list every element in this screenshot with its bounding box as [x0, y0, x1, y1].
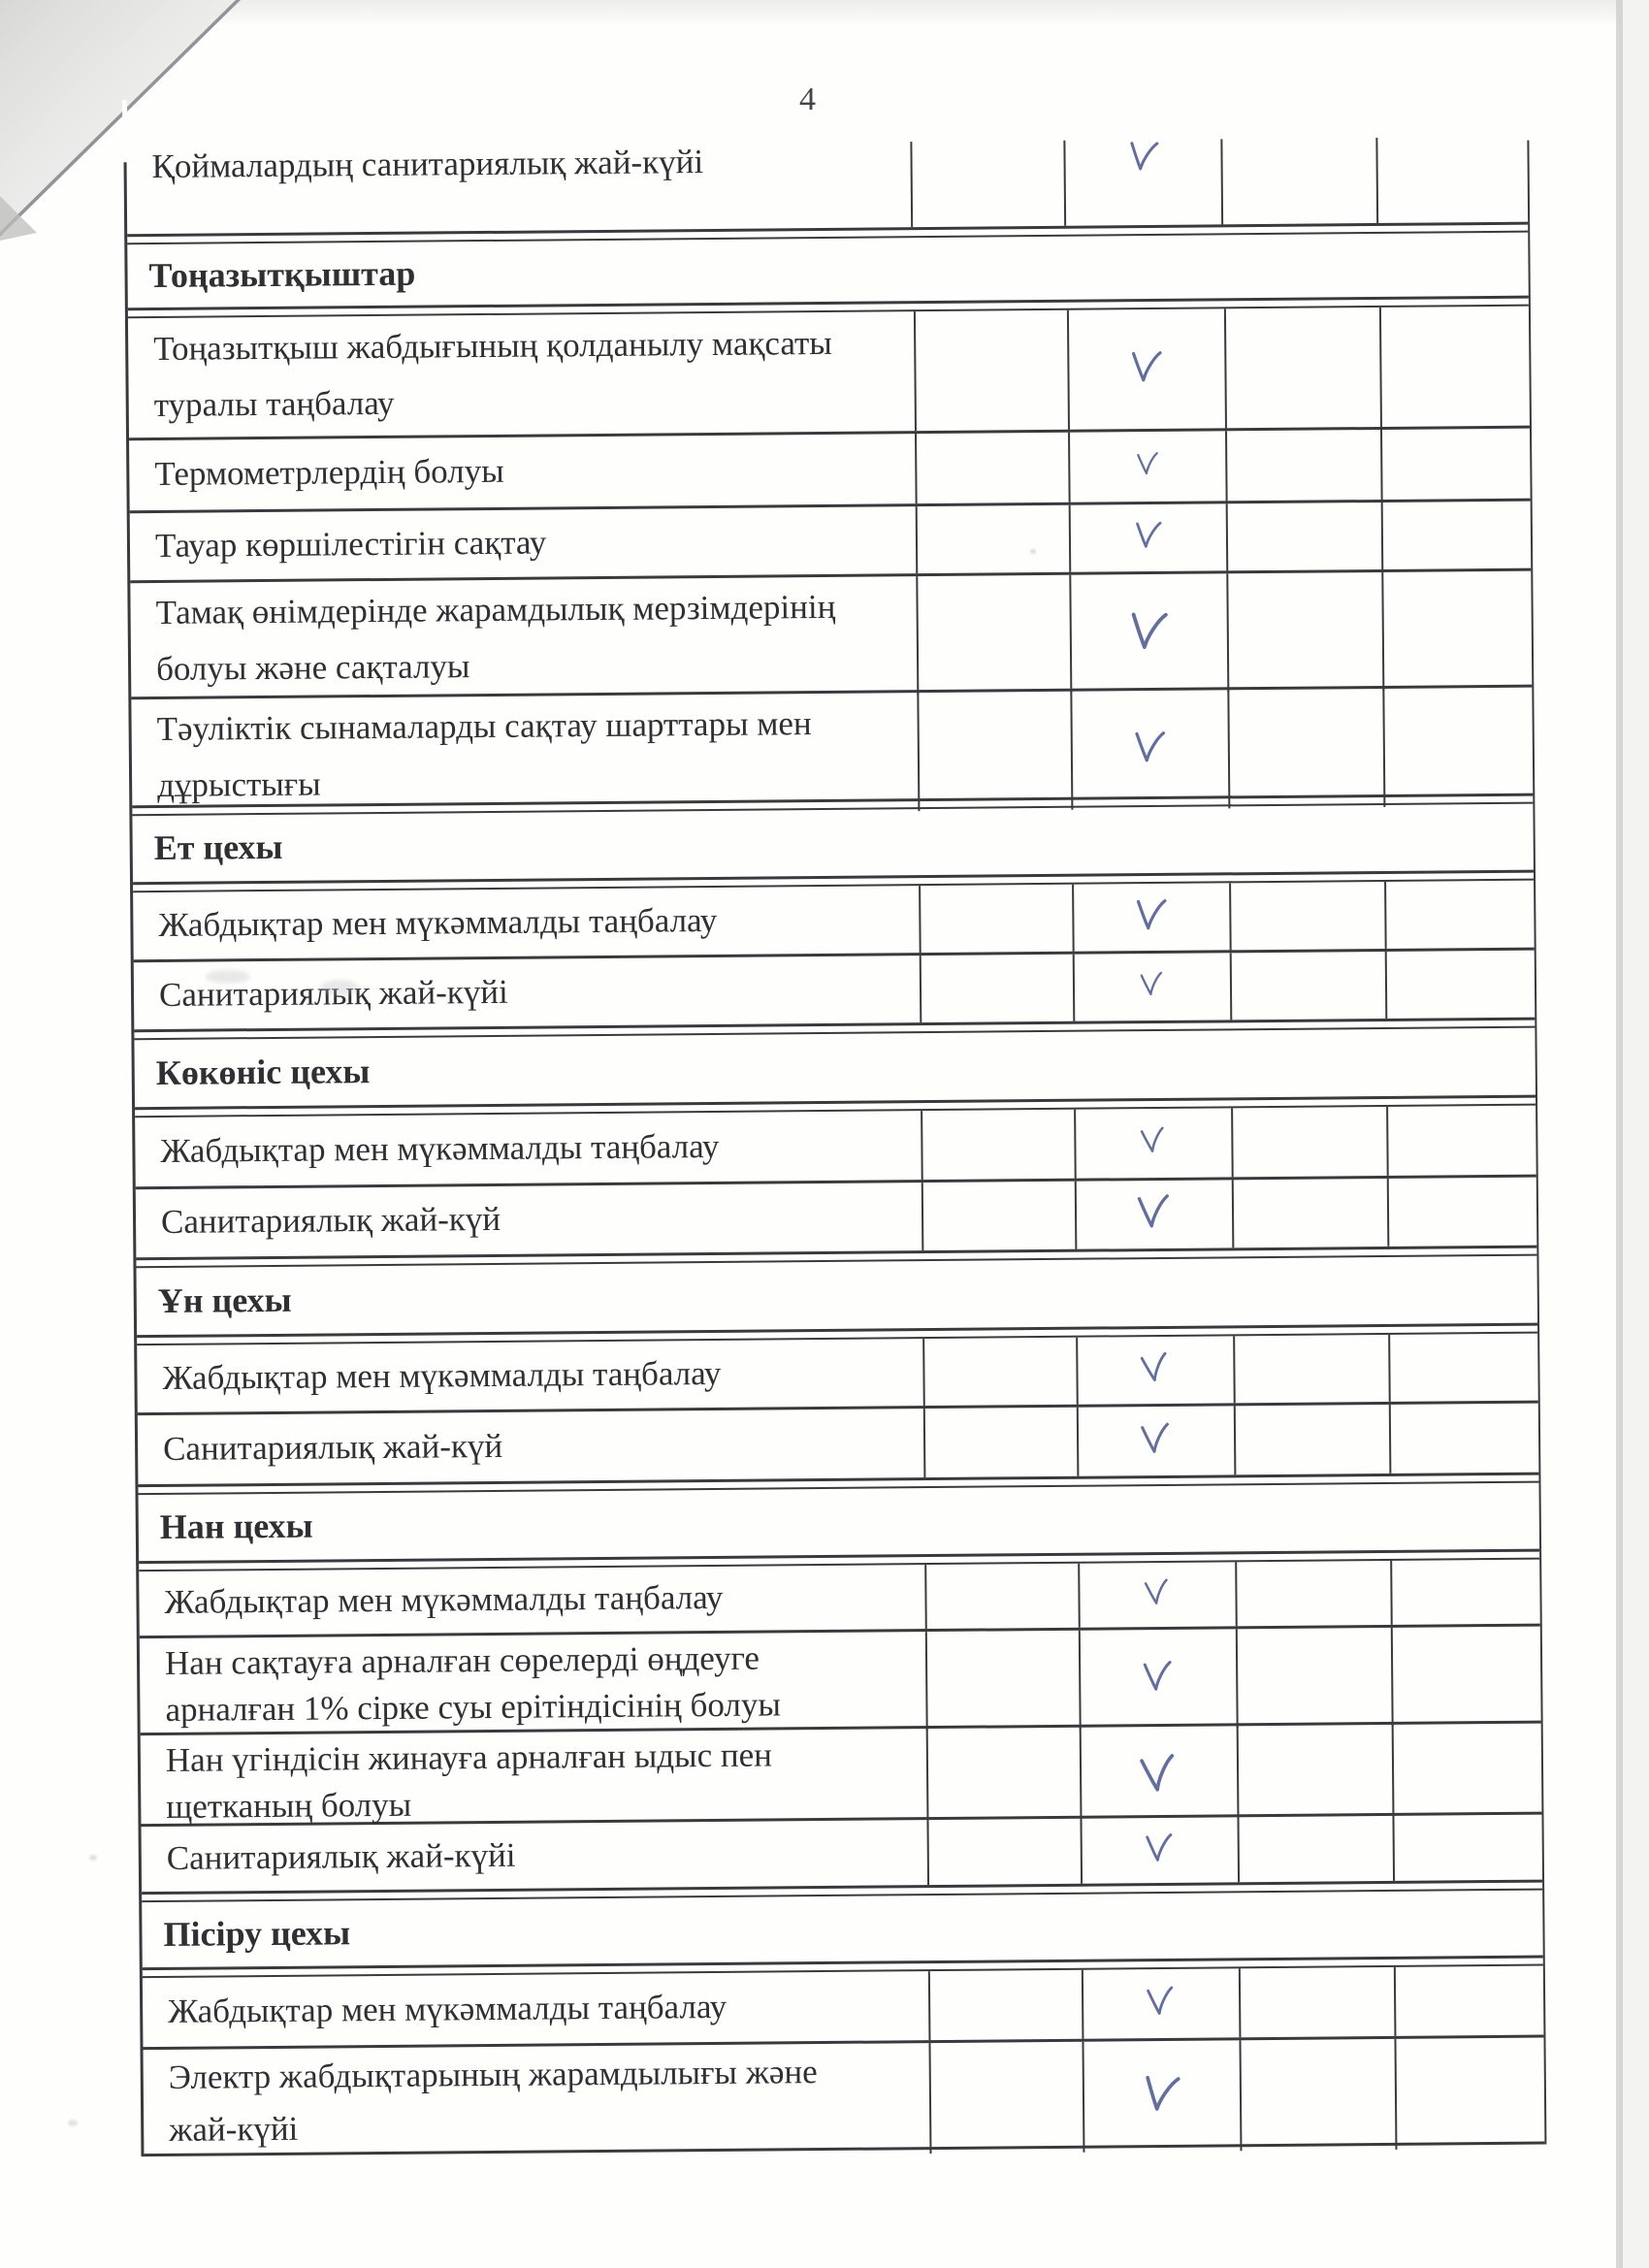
page-number: 4	[799, 81, 816, 117]
check-cell	[1080, 1817, 1238, 1883]
row-label	[137, 1339, 923, 1412]
section-row	[142, 1889, 1543, 1971]
empty-cell	[922, 1182, 1076, 1250]
row-label	[142, 1820, 928, 1892]
empty-cell	[1224, 308, 1380, 428]
handwritten-check-icon	[1144, 1985, 1180, 2018]
empty-cell	[1377, 90, 1528, 223]
table-row	[144, 2038, 1545, 2157]
scan-gap-left-border	[122, 100, 128, 162]
row-label	[139, 1502, 356, 1552]
row-label-text: Нан сақтауға арналған сөрелерді өңдеуге арналған 1% сірке суы ерітіндісінің болуы	[164, 1638, 782, 1729]
handwritten-check-icon	[1126, 141, 1162, 173]
row-label-text: Санитариялық жай-күй	[160, 1199, 501, 1241]
empty-cell	[1227, 689, 1383, 808]
row-label-text: Тауар көршілестігін сақтау	[154, 522, 547, 565]
handwritten-check-icon	[1140, 1660, 1177, 1694]
row-label	[130, 506, 917, 580]
handwritten-check-icon	[1137, 1350, 1175, 1385]
check-cell	[1065, 92, 1223, 225]
partial-column-divider	[1220, 139, 1223, 224]
row-label-text: Тоңазытқыш жабдығының қолданылу мақсаты туралы таңбалау	[153, 323, 832, 424]
handwritten-check-icon	[1126, 610, 1172, 651]
row-label-text: Жабдықтар мен мүкәммалды таңбалау	[158, 900, 718, 944]
empty-cell	[1226, 572, 1382, 692]
check-cell	[1069, 503, 1227, 571]
empty-cell	[922, 1338, 1077, 1406]
handwritten-check-icon	[1143, 1831, 1178, 1863]
row-label-text: Пісіру цехы	[163, 1912, 351, 1954]
empty-cell	[912, 94, 1066, 227]
empty-cell	[1392, 1724, 1542, 1824]
empty-cell	[1391, 1627, 1541, 1727]
table-row	[130, 502, 1532, 584]
handwritten-check-icon	[1138, 1125, 1171, 1155]
row-label-text: Ұн цехы	[157, 1280, 292, 1320]
check-cell	[1070, 690, 1228, 809]
handwritten-check-icon	[1138, 971, 1168, 998]
empty-cell	[1386, 1106, 1536, 1176]
empty-cell	[1234, 1405, 1390, 1474]
row-label-text: Жабдықтар мен мүкәммалды таңбалау	[164, 1577, 724, 1621]
table-row	[139, 1558, 1540, 1639]
empty-cell	[1236, 1628, 1392, 1728]
table-row	[140, 1627, 1541, 1736]
empty-cell	[914, 310, 1068, 431]
row-label-text: Тамақ өнімдерінде жарамдылық мерзімдерінің болуы және сақталуы	[155, 587, 836, 688]
empty-cell	[919, 885, 1073, 953]
empty-cell	[1387, 1178, 1537, 1247]
empty-cell	[916, 575, 1070, 695]
row-label	[130, 576, 917, 701]
empty-cell	[1232, 1179, 1388, 1247]
section-row	[127, 231, 1529, 311]
empty-cell	[926, 1819, 1081, 1885]
scanner-edge-line	[1616, 0, 1623, 2268]
row-label-text: Жабдықтар мен мүкәммалды таңбалау	[160, 1126, 720, 1170]
row-label	[138, 1409, 924, 1484]
empty-cell	[920, 955, 1074, 1022]
table-row	[126, 90, 1528, 238]
check-cell	[1075, 1180, 1233, 1248]
empty-cell	[926, 1728, 1081, 1828]
check-cell	[1068, 431, 1226, 502]
empty-cell	[1389, 1404, 1539, 1474]
empty-cell	[1229, 882, 1385, 950]
scan-speck	[1030, 549, 1036, 554]
row-label	[133, 823, 326, 873]
empty-cell	[928, 2042, 1083, 2154]
table-row	[137, 1332, 1538, 1416]
table-row	[136, 1178, 1537, 1261]
row-label	[137, 1276, 335, 1326]
empty-cell	[923, 1408, 1078, 1477]
handwritten-check-icon	[1132, 521, 1164, 549]
table-row	[131, 688, 1533, 809]
row-label-text: Жабдықтар мен мүкәммалды таңбалау	[162, 1353, 722, 1397]
row-label	[143, 1971, 929, 2047]
empty-cell	[1394, 2038, 1544, 2150]
empty-cell	[921, 1110, 1075, 1180]
check-cell	[1080, 1726, 1238, 1826]
table-row	[128, 305, 1530, 441]
empty-cell	[928, 1970, 1083, 2040]
check-cell	[1074, 1108, 1232, 1178]
empty-cell	[1239, 1967, 1395, 2037]
check-cell	[1069, 573, 1227, 693]
scan-right-margin	[1620, 0, 1649, 2268]
handwritten-check-icon	[1133, 897, 1170, 930]
handwritten-check-icon	[1134, 451, 1162, 476]
row-label	[135, 1047, 413, 1097]
empty-cell	[1390, 1560, 1540, 1625]
row-label-text: Санитариялық жай-күйі	[158, 972, 508, 1014]
table-row	[138, 1404, 1539, 1488]
scan-speck	[89, 1855, 97, 1861]
table-row	[142, 1815, 1543, 1895]
partial-column-divider	[1375, 138, 1378, 223]
table-row	[129, 429, 1531, 514]
row-label-text: Көкөніс цехы	[155, 1051, 371, 1092]
empty-cell	[1381, 571, 1532, 691]
check-cell	[1076, 1336, 1234, 1404]
handwritten-check-icon	[1134, 1193, 1176, 1231]
check-cell	[1073, 953, 1231, 1021]
check-cell	[1082, 1968, 1240, 2038]
table-row	[133, 879, 1535, 963]
empty-cell	[1239, 2039, 1395, 2151]
empty-cell	[917, 692, 1071, 811]
check-cell	[1067, 308, 1225, 429]
table-row	[143, 1964, 1544, 2051]
section-row	[136, 1254, 1537, 1339]
row-label	[140, 1632, 926, 1737]
empty-cell	[1388, 1334, 1538, 1402]
empty-cell	[1384, 881, 1535, 949]
handwritten-check-icon	[1135, 1751, 1182, 1795]
empty-cell	[916, 505, 1070, 573]
row-label	[134, 956, 921, 1029]
empty-cell	[1231, 1107, 1387, 1177]
empty-cell	[1222, 91, 1378, 224]
row-label-text: Тоңазытқыштар	[148, 253, 416, 295]
row-label-text: Ет цехы	[153, 826, 283, 868]
empty-cell	[1382, 688, 1533, 807]
inspection-checklist-table	[123, 90, 1546, 2157]
check-cell	[1082, 2040, 1240, 2152]
handwritten-check-icon	[1142, 1576, 1175, 1606]
table-row	[130, 571, 1532, 700]
row-label-text: Нан цехы	[159, 1506, 313, 1546]
empty-cell	[1381, 502, 1532, 569]
row-label-text: Электр жабдықтарының жарамдылығы және жай-күйі	[168, 2053, 818, 2149]
partial-column-divider	[910, 142, 913, 227]
scan-speck	[68, 2120, 78, 2126]
row-label	[133, 886, 920, 959]
row-label-text: Санитариялық жай-күй	[162, 1426, 503, 1468]
row-label	[127, 249, 458, 301]
empty-cell	[1235, 1561, 1391, 1626]
row-label	[142, 1908, 393, 1959]
table-row	[135, 1104, 1536, 1190]
row-label	[131, 693, 918, 818]
empty-cell	[1394, 1966, 1544, 2036]
empty-cell	[915, 433, 1069, 503]
row-label	[129, 434, 916, 510]
row-label	[128, 311, 915, 437]
empty-cell	[1385, 951, 1536, 1019]
row-label	[144, 2043, 930, 2160]
row-label-text: Нан үгіндісін жинауға арналған ыдыс пен щетканың болуы	[165, 1735, 773, 1826]
empty-cell	[1226, 502, 1382, 570]
empty-cell	[1237, 1725, 1393, 1825]
empty-cell	[1225, 430, 1381, 501]
empty-cell	[1230, 952, 1386, 1020]
section-row	[134, 1026, 1536, 1111]
row-label-text: Тәуліктік сынамаларды сақтау шарттары мен дұрыстығы	[156, 704, 812, 804]
section-row	[132, 802, 1534, 886]
check-cell	[1077, 1406, 1235, 1475]
row-label	[141, 1729, 927, 1834]
empty-cell	[1237, 1816, 1393, 1882]
empty-cell	[1392, 1815, 1542, 1881]
scan-gap-right-border	[1526, 88, 1530, 141]
row-label-text: Санитариялық жай-күйі	[166, 1835, 516, 1877]
ink-smudge	[206, 970, 250, 984]
check-cell	[1078, 1562, 1236, 1627]
empty-cell	[925, 1631, 1080, 1731]
check-cell	[1079, 1629, 1237, 1729]
handwritten-check-icon	[1140, 2073, 1184, 2114]
row-label	[139, 1565, 925, 1636]
row-label-text: Жабдықтар мен мүкәммалды таңбалау	[168, 1987, 728, 2030]
empty-cell	[1380, 429, 1531, 500]
row-label-text: Термометрлердің болуы	[154, 451, 504, 493]
handwritten-check-icon	[1132, 730, 1169, 763]
handwritten-check-icon	[1137, 1421, 1175, 1456]
ink-smudge	[320, 980, 359, 995]
empty-cell	[1233, 1335, 1389, 1403]
check-cell	[1072, 883, 1230, 951]
partial-column-divider	[1063, 141, 1066, 226]
empty-cell	[1379, 307, 1530, 427]
handwritten-check-icon	[1128, 349, 1165, 382]
table-row	[141, 1724, 1542, 1828]
row-label	[135, 1111, 922, 1186]
row-label	[126, 95, 913, 234]
section-row	[139, 1481, 1540, 1565]
row-label-text: Қоймалардың санитариялық жай-күйі	[151, 143, 704, 186]
scan-top-shading	[0, 0, 1649, 27]
row-label	[136, 1183, 922, 1257]
empty-cell	[924, 1564, 1079, 1629]
